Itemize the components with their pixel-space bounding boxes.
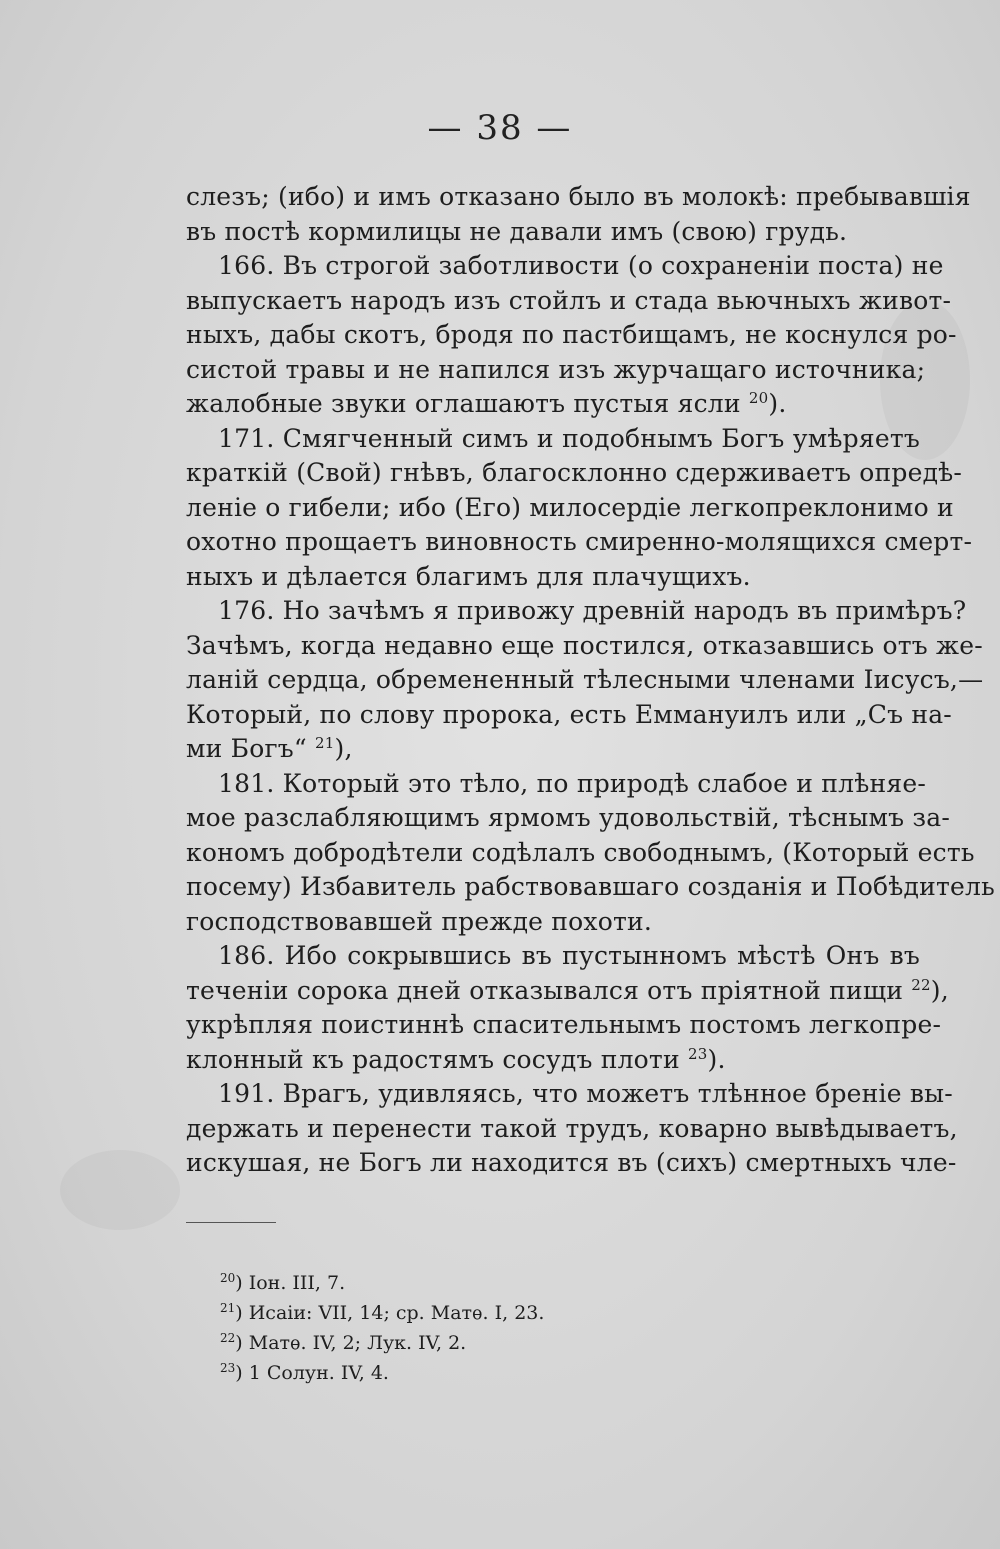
line-text: охотно прощаетъ виновность смиренно-молящихся смерт- [186, 527, 973, 556]
text-line [186, 284, 952, 319]
line-text: 176. Но зачѣмъ я привожу древній народъ въ примѣръ? [218, 596, 967, 625]
line-text: 186. Ибо сокрывшись въ пустынномъ мѣстѣ Онъ въ [218, 941, 920, 970]
text-line [186, 1008, 942, 1043]
line-text: краткій (Свой) гнѣвъ, благосклонно сдерживаетъ опредѣ- [186, 458, 963, 487]
text-line [186, 698, 952, 733]
line-text: слезъ; (ибо) и имъ отказано было въ молокѣ: пребывавшія [186, 182, 971, 211]
line-text: 166. Въ строгой заботливости (о сохраненіи поста) не [218, 251, 944, 280]
line-tail: ), [334, 734, 353, 763]
text-line [186, 939, 920, 974]
line-tail: ), [930, 975, 949, 1005]
line-text: 181. Который это тѣло, по природѣ слабое и плѣняе- [218, 768, 926, 798]
footnotes [220, 1268, 544, 1388]
line-text: Который, по слову пророка, есть Еммануилъ или „Съ на- [186, 699, 952, 729]
text-line [186, 836, 975, 871]
footnote-text: ) 1 Солун. IV, 4. [235, 1362, 389, 1384]
line-text: держать и перенести такой трудъ, коварно вывѣдываетъ, [186, 1113, 958, 1143]
text-line [186, 318, 957, 353]
footnote-number: 23 [220, 1361, 236, 1375]
footnote-rule [186, 1222, 276, 1223]
body-text [186, 180, 995, 1181]
line-text: ми Богъ“ [186, 734, 307, 763]
text-line [186, 663, 984, 698]
text-line [186, 974, 949, 1009]
text-line [186, 905, 920, 940]
footnote-marker: 21 [315, 734, 335, 752]
line-tail: ). [768, 389, 787, 418]
line-text: укрѣпляя поистиннѣ спасительнымъ постомъ легкопре- [186, 1010, 942, 1039]
paper-stain [60, 1150, 180, 1230]
page-number: — 38 — [427, 108, 573, 148]
text-line [186, 1077, 953, 1112]
line-text: ныхъ, дабы скотъ, бродя по пастбищамъ, не коснулся ро- [186, 320, 957, 349]
text-line [186, 1043, 920, 1078]
text-line [186, 180, 971, 215]
text-line [186, 1146, 957, 1181]
text-line [186, 801, 950, 836]
line-text: мое разслабляющимъ ярмомъ удовольствій, тѣснымъ за- [186, 803, 950, 832]
text-line [186, 456, 963, 491]
footnote-number: 20 [220, 1271, 236, 1285]
line-text: въ постѣ кормилицы не давали имъ (свою) грудь. [186, 216, 848, 246]
line-text: 171. Смягченный симъ и подобнымъ Богъ умѣряетъ [218, 423, 920, 453]
line-text: господствовавшей прежде похоти. [186, 906, 653, 936]
line-text: ныхъ и дѣлается благимъ для плачущихъ. [186, 561, 751, 591]
line-text: выпускаетъ народъ изъ стойлъ и стада вьючныхъ живот- [186, 285, 952, 315]
line-text: жалобные звуки оглашаютъ пустыя ясли [186, 389, 741, 418]
footnote-marker: 20 [748, 389, 769, 407]
text-line [186, 870, 995, 905]
text-line [186, 629, 983, 664]
line-text: Зачѣмъ, когда недавно еще постился, отказавшись отъ же- [186, 630, 983, 660]
footnote [220, 1298, 544, 1328]
text-line [186, 387, 920, 422]
text-line [186, 1112, 958, 1147]
text-line [186, 353, 926, 388]
text-line [186, 732, 920, 767]
footnote-text: ) Исаіи: VII, 14; ср. Матѳ. I, 23. [235, 1302, 545, 1324]
footnote [220, 1268, 544, 1298]
line-text: 191. Врагъ, удивляясь, что можетъ тлѣнное бреніе вы- [218, 1079, 953, 1108]
text-line [186, 560, 920, 595]
line-text: леніе о гибели; ибо (Его) милосердіе легкопреклонимо и [186, 492, 954, 522]
text-line [186, 491, 954, 526]
line-text: ланій сердца, обремененный тѣлесными членами Іисусъ,— [186, 665, 984, 694]
footnote-text: ) Іон. III, 7. [235, 1272, 346, 1294]
line-text: теченіи сорока дней отказывался отъ пріятной пищи [186, 975, 904, 1005]
text-line [186, 215, 920, 250]
text-line [186, 525, 973, 560]
footnote-text: ) Матѳ. IV, 2; Лук. IV, 2. [235, 1332, 467, 1354]
line-text: клонный къ радостямъ сосудъ плоти [186, 1044, 680, 1074]
text-line [186, 249, 944, 284]
line-text: посему) Избавитель рабствовавшаго созданія и Побѣдитель [186, 872, 995, 901]
footnote [220, 1328, 544, 1358]
line-text: искушая, не Богъ ли находится въ (сихъ) смертныхъ чле- [186, 1148, 957, 1177]
footnote-number: 22 [220, 1331, 236, 1345]
text-line [186, 422, 920, 457]
text-line [186, 767, 926, 802]
line-tail: ). [707, 1044, 726, 1074]
line-text: кономъ добродѣтели содѣлалъ свободнымъ, (Который есть [186, 837, 975, 867]
text-line [186, 594, 967, 629]
footnote [220, 1358, 544, 1388]
footnote-number: 21 [220, 1301, 236, 1315]
line-text: систой травы и не напился изъ журчащаго источника; [186, 354, 926, 384]
footnote-marker: 22 [911, 975, 931, 994]
footnote-marker: 23 [687, 1044, 708, 1063]
